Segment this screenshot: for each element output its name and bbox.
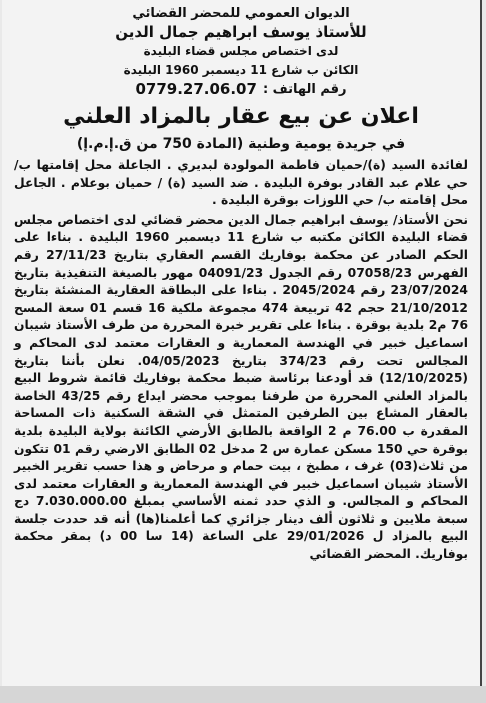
phone-label: رقم الهاتف :	[262, 82, 347, 97]
parties-paragraph: لفائدة السيد (ة)/حميان فاطمة المولودة لبديري . الجاعلة محل إقامتها ب/حي علام عبد القادر بوفرة البليدة . ضد السيد (ة) / حميان بوعلام . الجاعل محل إقامته ب/ حي اللوزات بوقرة البليدة .	[14, 158, 468, 208]
phone-line	[14, 80, 468, 99]
office-title: الديوان العمومي للمحضر القضائي	[132, 6, 350, 21]
details-paragraph: نحن الأستاذ/ يوسف ابراهيم جمال الدين محضر قضائي لدى اختصاص مجلس قضاء البليدة الكائن مكتبه ب شارع 11 ديسمبر 1960 البليدة . بناءا على الحكم الصادر عن محكمة بوفاريك القسم العقاري بتاريخ 27/11/23 رقم الفهرس 07058/23 رقم الجدول 04091/23 مهور بالصيغة التنفيذية بتاريخ 23/07/2024 رقم 2045/2024 . بناءا على البطاقة العقارية المنشئة بتاريخ 21/10/2012 حجم 42 تربيعة 474 مجموعة ملكية 16 قسم 01 سعة المسح 76 م2 بلدية بوقرة . بناءا على تقرير خبرة المحررة من طرف الأستاذ شيبان اسماعيل خبير في الهندسة المعمارية و العقارات معتمد لدى المحاكم و المجالس تحت رقم 374/23 بتاريخ 04/05/2023. نعلن بأننا بتاريخ (12/10/2025) قد أودعنا برئاسة ضبط محكمة بوفاريك قائمة شروط البيع بالمزاد العلني المحررة من طرفنا بموجب محضر ايداع رقم 43/25 الخاصة بالعقار المشاع بين الطرفين المتمثل في الشقة السكنية ذات المساحة المقدرة ب 76.00 م 2 الواقعة بالطابق الأرضي الكائنة بولاية البليدة بلدية بوقرة حي 150 مسكن عمارة س 2 مدخل 02 الطابق الارضي رقم 01 تتكون من ثلاث(03) غرف ، مطبخ ، بيت حمام و مرحاض و هذا حسب تقرير الخبير الأستاذ شيبان اسماعيل خبير في الهندسة المعمارية و العقارات معتمد لدى المحاكم و المجالس. و الذي حدد ثمنه الأساسي بمبلغ 7.030.000.00 دج سبعة ملايين و ثلاثون ألف دينار جزائري كما أعلمنا(ها) أنه قد حددت جلسة البيع بالمزاد ل 29/01/2026 على الساعة (14 سا 00 د) بمقر محكمة بوفاريك. المحضر القضائي	[14, 212, 469, 562]
bailiff-name: للأستاذ يوسف ابراهيم جمال الدين	[115, 23, 367, 41]
notice-title: اعلان عن بيع عقار بالمزاد العلني	[63, 104, 419, 129]
notice-body	[14, 157, 468, 564]
office-address: الكائن ب شارع 11 ديسمبر 1960 البليدة	[123, 63, 359, 77]
jurisdiction: لدى اختصاص مجلس قضاء البليدة	[143, 44, 339, 58]
phone-number: 0779.27.06.07	[135, 80, 257, 98]
notice-subtitle: في جريدة يومية وطنية (المادة 750 من ق.إ.م.إ)	[76, 136, 406, 152]
auction-notice	[2, 0, 482, 686]
page-bottom-strip	[0, 686, 486, 703]
